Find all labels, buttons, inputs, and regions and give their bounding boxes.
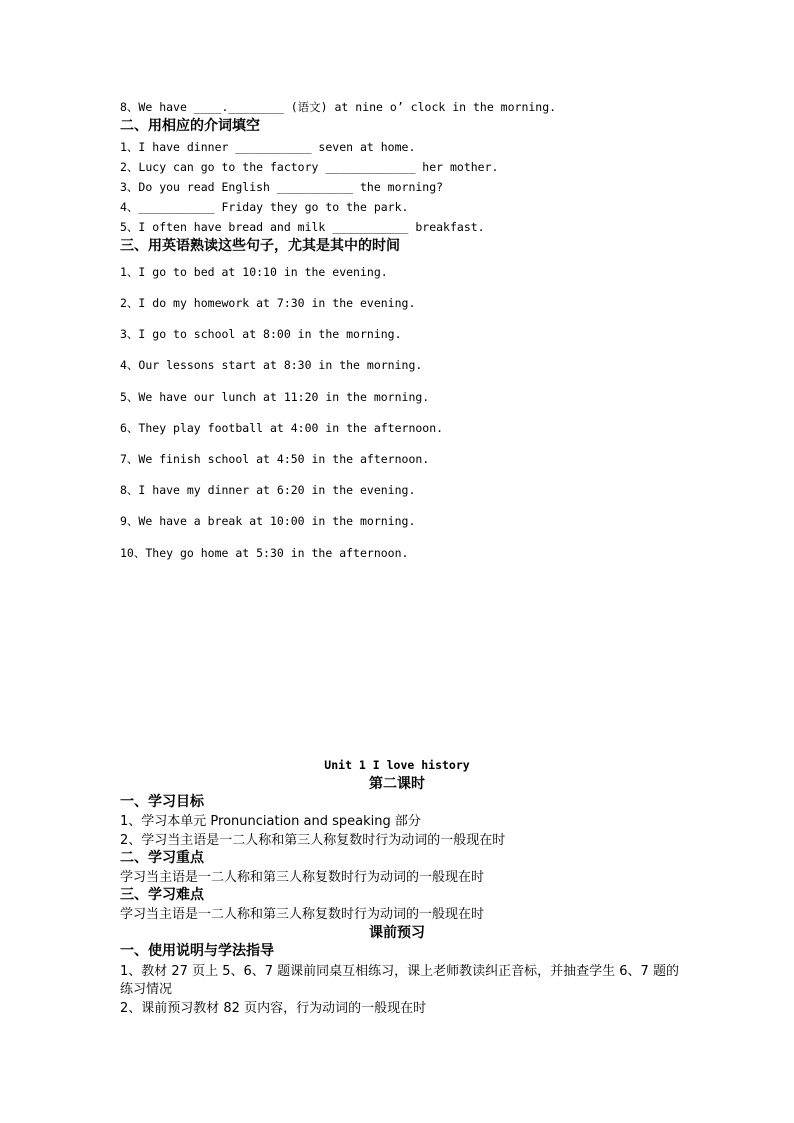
section-3-item-8: 8、I have my dinner at 6:20 in the evening. <box>120 483 416 497</box>
section-3-item-3: 3、I go to school at 8:00 in the morning. <box>120 327 402 341</box>
section-2-title: 二、用相应的介词填空 <box>120 118 260 134</box>
section-3-item-9: 9、We have a break at 10:00 in the morning. <box>120 514 416 528</box>
section-3-item-5: 5、We have our lunch at 11:20 in the morning. <box>120 390 430 404</box>
section-2-item-1: 1、I have dinner ___________ seven at home. <box>120 140 416 154</box>
section-3-title: 三、用英语熟读这些句子，尤其是其中的时间 <box>120 238 400 254</box>
key-points-title: 二、学习重点 <box>120 850 204 866</box>
section-3-item-4: 4、Our lessons start at 8:30 in the morning. <box>120 358 423 372</box>
goals-title: 一、学习目标 <box>120 794 204 810</box>
difficulties-text: 学习当主语是一二人称和第三人称复数时行为动词的一般现在时 <box>120 907 485 922</box>
goals-item-2: 2、学习当主语是一二人称和第三人称复数时行为动词的一般现在时 <box>120 833 506 848</box>
section-3-item-10: 10、They go home at 5:30 in the afternoon. <box>120 546 409 560</box>
goals-item-1: 1、学习本单元 Pronunciation and speaking 部分 <box>120 814 421 829</box>
section-3-item-2: 2、I do my homework at 7:30 in the evening. <box>120 296 416 310</box>
key-points-text: 学习当主语是一二人称和第三人称复数时行为动词的一般现在时 <box>120 870 485 885</box>
section-2-item-5: 5、I often have bread and milk ___________ breakfast. <box>120 220 485 234</box>
section-2-item-4: 4、___________ Friday they go to the park. <box>120 200 409 214</box>
section-2-item-2: 2、Lucy can go to the factory _____________ her mother. <box>120 160 499 174</box>
section-3-item-7: 7、We finish school at 4:50 in the afternoon. <box>120 452 430 466</box>
section-2-item-3: 3、Do you read English ___________ the morning? <box>120 180 444 194</box>
section-3-item-1: 1、I go to bed at 10:10 in the evening. <box>120 265 388 279</box>
question-8: 8、We have ____.________ (语文) at nine o’ clock in the morning. <box>120 100 557 114</box>
preview-title: 课前预习 <box>369 925 425 941</box>
instructions-item-2: 2、课前预习教材 82 页内容，行为动词的一般现在时 <box>120 1001 427 1016</box>
lesson-title: 第二课时 <box>369 776 425 792</box>
difficulties-title: 三、学习难点 <box>120 887 204 903</box>
unit-title: Unit 1 I love history <box>324 758 470 772</box>
instructions-item-1: 1、教材 27 页上 5、6、7 题课前同桌互相练习，课上老师教读纠正音标，并抽查学生 6、7 题的练习情况 <box>120 964 679 997</box>
instructions-title: 一、使用说明与学法指导 <box>120 943 274 959</box>
section-3-item-6: 6、They play football at 4:00 in the afternoon. <box>120 421 444 435</box>
